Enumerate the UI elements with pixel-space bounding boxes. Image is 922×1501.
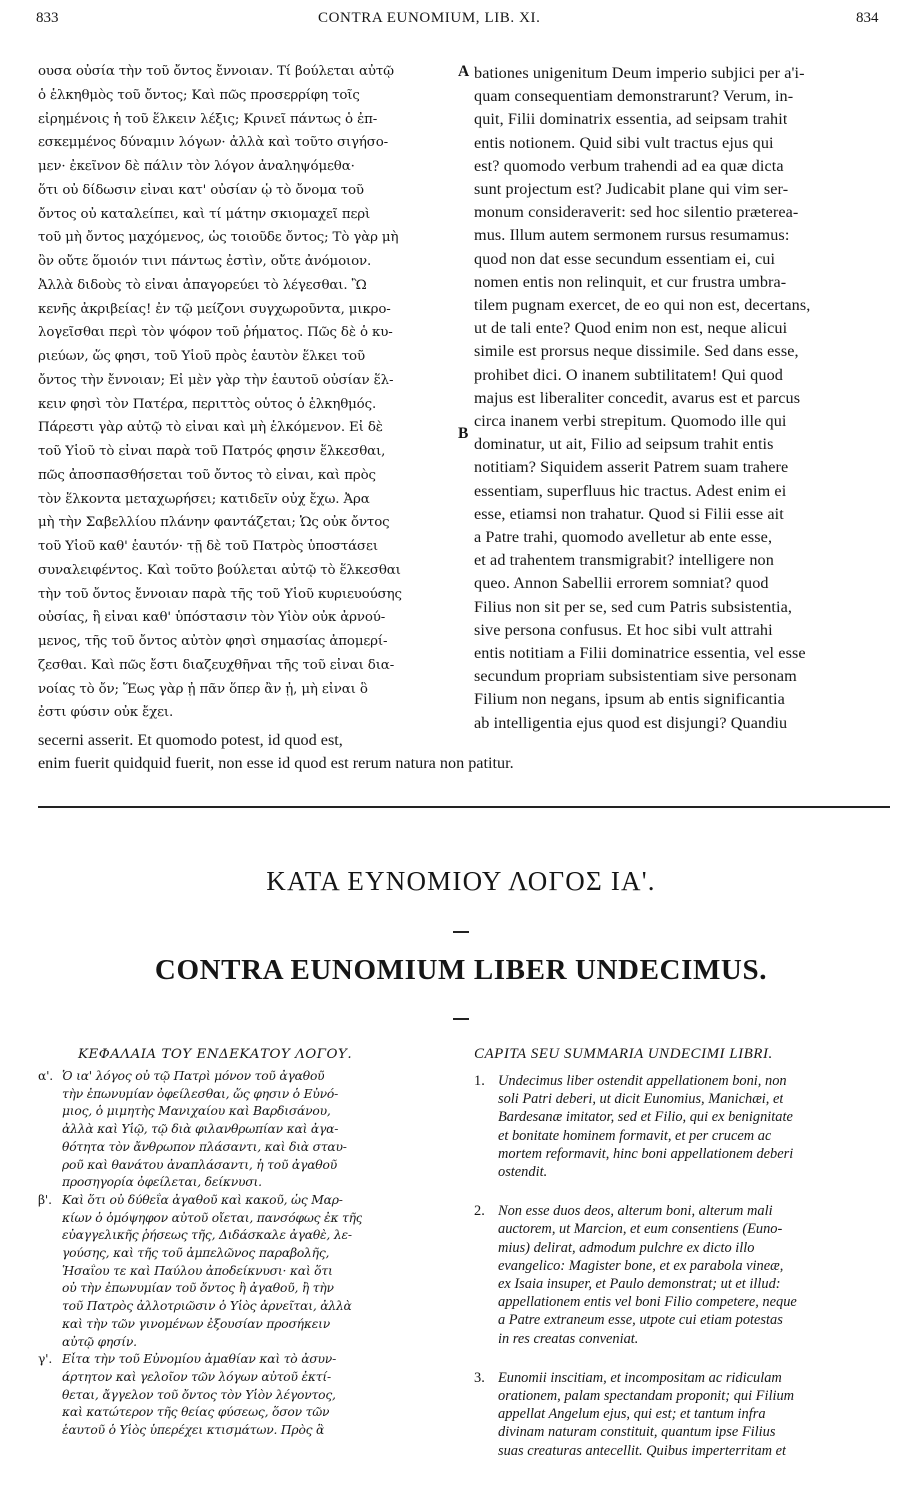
chapter-summary-line: θεται, ἄγγελον τοῦ ὄντος τὸν Υἱὸν λέγοντος,	[62, 1387, 336, 1402]
chapter-summary-line: divinam naturam constituit, quantum ipse Filius	[498, 1424, 776, 1441]
latin-book-title: CONTRA EUNOMIUM LIBER UNDECIMUS.	[154, 954, 768, 986]
text-line: secundum propriam subsistentiam sive personam	[474, 667, 797, 686]
chapter-summary-line: Ἡσαΐου τε καὶ Παύλου ἀποδείκνυσι· καὶ ὅτι	[62, 1263, 333, 1278]
text-line: τὸν ἕλκοντα μεταχωρήσει; κατιδεῖν οὐχ ἔχω. Ἆρα	[38, 491, 370, 507]
text-line: ὂν οὔτε ὅμοιόν τινι πάντως ἐστὶν, οὔτε ἀνόμοιον.	[38, 254, 372, 269]
text-line: μὴ τὴν Σαβελλίου πλάνην φαντάζεται; Ὡς οὐκ ὄντος	[38, 515, 390, 531]
text-line: essentiam, superfluus hic tractus. Adest enim ei	[474, 481, 787, 500]
chapter-summary-line: εὐαγγελικῆς ῥήσεως τῆς, Διδάσκαλε ἀγαθὲ, λε-	[62, 1228, 352, 1243]
text-line: ὄντος τὴν ἔννοιαν; Εἰ μὲν γὰρ τὴν ἑαυτοῦ οὐσίαν ἕλ-	[38, 372, 394, 388]
text-line: sive persona confusus. Et hoc sibi vult attrahi	[474, 620, 773, 639]
chapter-summary-line: et bonitate hominem formavit, et per crucem ac	[498, 1127, 772, 1144]
text-line: et ad trahentem transmigrabit? intelligere non	[474, 551, 774, 570]
text-line: κειν φησὶ τὸν Πατέρα, περιττὸς οὗτος ὁ ἑλκηθμός.	[38, 396, 377, 412]
text-line: mus. Illum autem sermonem rursus resumamus:	[474, 226, 790, 245]
text-line: esse, etiamsi non trahatur. Quod si Filii esse ait	[474, 504, 784, 523]
text-line: ὁ ἑλκηθμὸς τοῦ ὄντος; Καὶ πῶς προσερρίφη τοῖς	[38, 87, 360, 103]
text-line: Πάρεστι γὰρ αὐτῷ τὸ εἶναι καὶ μὴ ἑλκόμενον. Εἰ δὲ	[38, 420, 383, 436]
text-line: quod non dat esse secundum essentiam ei, cui	[474, 249, 776, 268]
page-number-left: 833	[36, 10, 59, 26]
text-line: ὅτι οὐ δίδωσιν εἶναι κατ' οὐσίαν ᾧ τὸ ὄνομα τοῦ	[38, 182, 364, 198]
chapter-summary-line: τὴν ἐπωνυμίαν ὀφείλεσθαι, ὥς φησιν ὁ Εὐνό-	[62, 1086, 339, 1101]
text-line: ut de tali ente? Quod enim non est, neque alicui	[474, 319, 788, 338]
text-line: majus est liberaliter concedit, avarus est et parcus	[474, 388, 801, 407]
chapter-summary-line: ἀλλὰ καὶ Υἱῷ, τῷ διὰ φιλανθρωπίαν καὶ ἀγα-	[62, 1122, 339, 1137]
text-line: sunt projectum est? Judicabit plane qui vim ser-	[474, 180, 789, 198]
chapter-summary-line: ἑαυτοῦ ὁ Υἱὸς ὑπερέχει κτισμάτων. Πρὸς ἃ	[62, 1423, 325, 1437]
chapter-summary-line: auctorem, ut Marcion, et eum consentiens (Euno-	[498, 1221, 783, 1238]
text-line: simile est prorsus neque dissimile. Sed dans esse,	[474, 342, 799, 361]
chapter-summary-line: ροῦ καὶ θανάτου ἀναπλάσαντι, ἡ τοῦ ἀγαθοῦ	[62, 1157, 337, 1172]
chapter-summary-line: άρτητον καὶ γελοῖον τῶν λόγων αὐτοῦ ἐκτί-	[62, 1369, 331, 1384]
page-number-right: 834	[856, 10, 879, 26]
text-line: μεν· ἐκεῖνον δὲ πάλιν τὸν λόγον ἀναληψόμεθα·	[38, 159, 355, 174]
text-line: entis notitiam a Filii dominatrice essentia, vel esse	[474, 644, 806, 662]
chapter-summary-line: suas creaturas antecellit. Quibus imperterritam et	[498, 1442, 787, 1459]
full-width-line: secerni asserit. Et quomodo potest, id quod est,	[38, 731, 343, 749]
chapter-summary-line: Non esse duos deos, alterum boni, alterum mali	[498, 1203, 773, 1220]
chapter-summary-line: Ὁ ια' λόγος οὐ τῷ Πατρὶ μόνον τοῦ ἀγαθοῦ	[62, 1069, 325, 1083]
text-line: entis notionem. Quid sibi vult tractus ejus qui	[474, 133, 774, 152]
chapter-summary-line: θότητα τὸν ἄνθρωπον πλάσαντι, καὶ διὰ σταυ-	[62, 1139, 347, 1154]
text-line: οὐσίας, ἢ εἶναι καθ' ὑπόστασιν τὸν Υἱὸν οὐκ ἀρνού-	[38, 610, 386, 626]
text-line: circa inanem verbi strepitum. Quomodo ille qui	[474, 412, 787, 430]
chapter-summary-line: in res creatas conveniat.	[498, 1330, 639, 1347]
chapter-number: β'.	[38, 1192, 52, 1207]
text-line: συναλειφέντος. Καὶ τοῦτο βούλεται αὐτῷ τὸ ἕλκεσθαι	[38, 562, 401, 578]
chapter-number: 1.	[474, 1073, 485, 1089]
text-line: Filius non sit per se, sed cum Patris subsistentia,	[474, 597, 793, 616]
text-line: ὄντος οὐ καταλείπει, καὶ τί μάτην σκιομαχεῖ περὶ	[38, 206, 371, 222]
full-width-line: enim fuerit quidquid fuerit, non esse id quod est rerum natura non patitur.	[38, 754, 514, 772]
chapter-summary-line: μιος, ὁ μιμητὴς Μανιχαίου καὶ Βαρδισάνου,	[62, 1104, 331, 1119]
chapter-summary-line: mius) delirat, admodum pulchre ex dicto illo	[498, 1239, 755, 1256]
text-line: λογεῖσθαι περὶ τὸν ψόφον τοῦ ῥήματος. Πῶς δὲ ὁ κυ-	[38, 325, 393, 341]
chapter-summary-line: καὶ κατώτερον τῆς θείας φύσεως, ὅσον τῶν	[62, 1405, 330, 1420]
chapter-summary-line: Καὶ ὅτι οὐ δύθεΐα ἀγαθοῦ καὶ κακοῦ, ὡς Μαρ-	[62, 1192, 343, 1207]
text-line: ριεύων, ὥς φησι, τοῦ Υἱοῦ πρὸς ἑαυτὸν ἕλκει τοῦ	[38, 349, 365, 364]
latin-chapters-heading: CAPITA SEU SUMMARIA UNDECIMI LIBRI.	[474, 1046, 773, 1062]
text-line: ab intelligentia ejus quod est disjungi? Quandiu	[474, 713, 788, 732]
greek-book-title: ΚΑΤΑ ΕΥΝΟΜΙΟΥ ΛΟΓΟΣ ΙΑ'.	[266, 866, 656, 896]
chapter-summary-line: προσηγορία ὀφείλεται, δείκνυσι.	[62, 1175, 262, 1190]
chapter-summary-line: οὐ τὴν ἐπωνυμίαν τοῦ ὄντος ἢ ἀγαθοῦ, ἢ τὴν	[62, 1281, 334, 1296]
text-line: τοῦ Υἱοῦ καθ' ἑαυτόν· τῇ δὲ τοῦ Πατρὸς ὑποστάσει	[38, 539, 378, 554]
chapter-summary-line: Undecimus liber ostendit appellationem boni, non	[498, 1073, 787, 1089]
text-line: queo. Annon Sabellii errorem somniat? quod	[474, 574, 769, 593]
text-line: ζεσθαι. Καὶ πῶς ἔστι διαζευχθῆναι τῆς τοῦ εἶναι δια-	[38, 657, 395, 673]
greek-chapters-heading: ΚΕΦΑΛΑΙΑ ΤΟΥ ΕΝΔΕΚΑΤΟΥ ΛΟΓΟΥ.	[78, 1047, 353, 1062]
text-line: a Patre trahi, quomodo avelletur ab ente esse,	[474, 528, 773, 546]
text-line: ουσα οὐσία τὴν τοῦ ὄντος ἔννοιαν. Τί βούλεται αὐτῷ	[38, 64, 394, 79]
text-line: est? quomodo verbum trahendi ad ea quæ dicta	[474, 156, 784, 175]
text-line: κενῆς ἀκριβείας! ἐν τῷ μείζονι συγχωροῦντα, μικρο-	[38, 301, 391, 317]
text-line: εἰρημένοις ἡ τοῦ ἕλκειν λέξις; Κρινεῖ πάντως ὁ ἐπ-	[38, 111, 378, 127]
text-line: νοίας τὸ ὄν; Ἕως γὰρ ᾖ πᾶν ὅπερ ἂν ᾖ, μὴ εἶναι ὃ	[38, 681, 368, 697]
text-line: nomen entis non relinquit, et cur frustra umbra-	[474, 272, 787, 291]
chapter-number: γ'.	[38, 1352, 53, 1367]
chapter-summary-line: καὶ τὴν τῶν γινομένων ἐξουσίαν προσήκειν	[62, 1316, 330, 1331]
text-line: monum consideraverit: sed hoc silentio præterea-	[474, 203, 799, 222]
text-line: Ἀλλὰ διδοὺς τὸ εἶναι ἀπαγορεύει τὸ λέγεσθαι. Ὢ	[38, 277, 367, 293]
text-line: πῶς ἀποσπασθήσεται τοῦ ὄντος τὸ εἶναι, καὶ πρὸς	[38, 467, 376, 483]
title-dash	[453, 1018, 469, 1020]
text-line: dominatur, ut ait, Filio ad seipsum trahit entis	[474, 435, 774, 454]
chapter-number: α'.	[38, 1069, 53, 1083]
title-dash	[453, 931, 469, 933]
text-line: tilem pugnam exercet, de eo qui non est, decertans,	[474, 296, 811, 314]
margin-letter-a: A	[458, 63, 470, 80]
chapter-summary-line: Εἶτα τὴν τοῦ Εὐνομίου ἀμαθίαν καὶ τὸ ἀσυν-	[62, 1352, 337, 1367]
text-line: μενος, τῆς τοῦ ὄντος αὐτὸν φησὶ σημασίας ἀπομερί-	[38, 634, 388, 649]
chapter-summary-line: Bardesanæ imitator, sed et Filio, qui ex benignitate	[498, 1109, 793, 1126]
chapter-summary-line: evangelico: Magister bone, et ex parabola vineæ,	[498, 1257, 784, 1274]
section-divider	[38, 806, 890, 808]
chapter-summary-line: soli Patri deberi, ut dicit Eunomius, Manichæi, et	[498, 1091, 784, 1108]
text-line: quam consequentiam demonstrarunt? Verum, in-	[474, 87, 794, 106]
chapter-summary-line: appellationem entis vel boni Filio competere, neque	[498, 1294, 797, 1311]
text-line: quit, Filii dominatrix essentia, ad seipsam trahit	[474, 110, 788, 129]
text-line: notitiam? Siquidem asserit Patrem suam trahere	[474, 458, 789, 477]
chapter-summary-line: γούσης, καὶ τῆς τοῦ ἀμπελῶνος παραβολῆς,	[62, 1246, 330, 1260]
text-line: εσκεμμένος δύναμιν λόγων· ἀλλὰ καὶ τοῦτο σιγήσο-	[38, 135, 389, 151]
chapter-summary-line: αὐτῷ φησίν.	[62, 1334, 137, 1349]
text-line: bationes unigenitum Deum imperio subjici per a'i-	[474, 64, 805, 82]
running-title: CONTRA EUNOMIUM, LIB. XI.	[318, 10, 541, 26]
text-line: τὴν τοῦ ὄντος ἔννοιαν παρὰ τῆς τοῦ Υἱοῦ κυριευούσης	[38, 586, 402, 602]
text-line: τοῦ μὴ ὄντος μαχόμενος, ὡς τοιοῦδε ὄντος; Τὸ γὰρ μὴ	[38, 230, 399, 246]
chapter-summary-line: appellat Angelum ejus, qui est; et tantum infra	[498, 1406, 766, 1423]
chapter-number: 3.	[474, 1369, 485, 1386]
text-line: prohibet dici. O inanem subtilitatem! Qui quod	[474, 365, 783, 384]
chapter-summary-line: mortem reformavit, hinc boni appellationem deberi	[498, 1145, 794, 1162]
chapter-number: 2.	[474, 1203, 485, 1220]
chapter-summary-line: Eunomii inscitiam, et incompositam ac ridiculam	[498, 1369, 782, 1386]
text-line: τοῦ Υἱοῦ τὸ εἶναι παρὰ τοῦ Πατρός φησιν ἕλκεσθαι,	[38, 444, 386, 459]
chapter-summary-line: κίων ὁ ὁμόψηφον αὐτοῦ οἴεται, πανσόφως ἐκ τῆς	[62, 1210, 363, 1225]
text-line: ἐστι φύσιν οὐκ ἔχει.	[38, 705, 174, 721]
chapter-summary-line: ex Isaia insuper, et Paulo demonstrat; ut et illud:	[498, 1276, 781, 1292]
text-line: Filium non negans, ipsum ab entis significantia	[474, 690, 785, 709]
chapter-summary-line: τοῦ Πατρὸς ἀλλοτριῶσιν ὁ Υἱὸς ἀρνεῖται, ἀλλὰ	[62, 1299, 352, 1314]
chapter-summary-line: orationem, palam spectandam proponit; qui Filium	[498, 1388, 795, 1404]
chapter-summary-line: ostendit.	[498, 1164, 548, 1180]
margin-letter-b: B	[458, 425, 469, 442]
chapter-summary-line: a Patre extraneum esse, utpote cui etiam potestas	[498, 1312, 783, 1329]
